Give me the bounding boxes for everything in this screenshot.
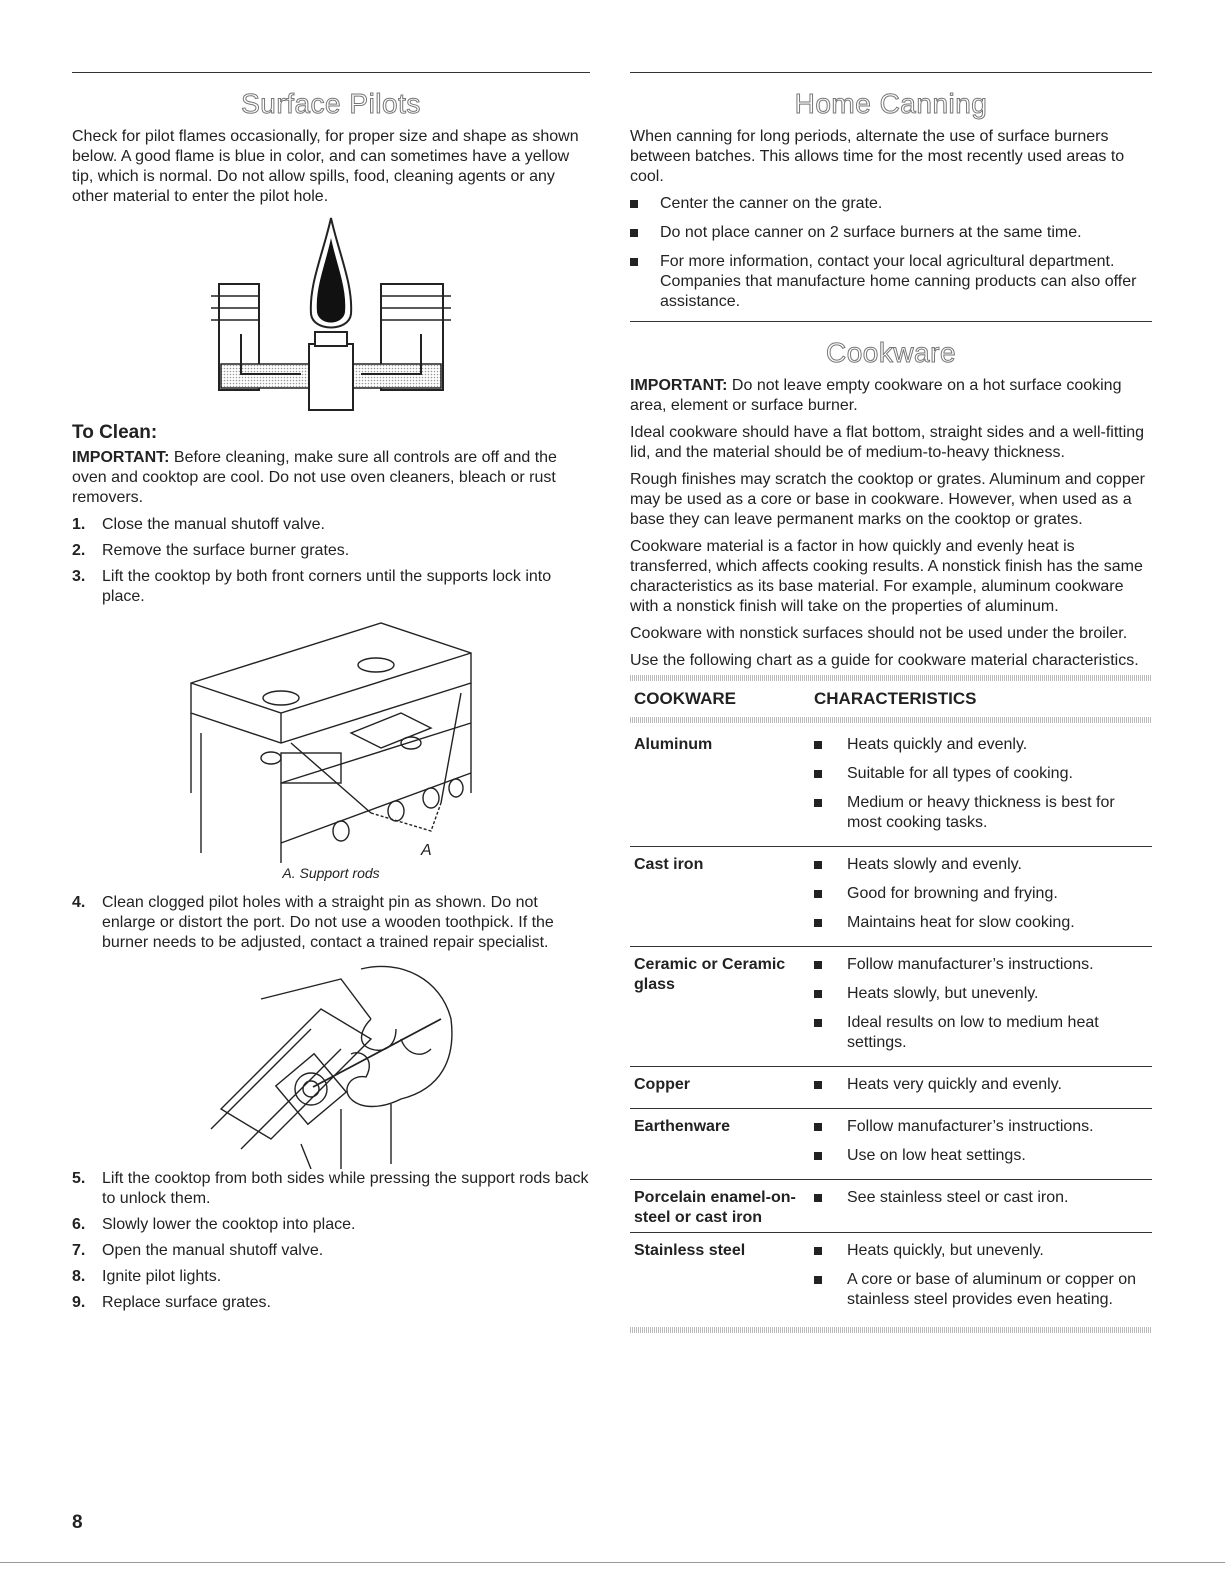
step-number: 7.: [72, 1242, 86, 1259]
header-divider: [630, 717, 1152, 723]
step-number: 4.: [72, 894, 86, 911]
bullet-item: See stainless steel or cast iron.: [814, 1188, 1148, 1208]
bullet-item: A core or base of aluminum or copper on stainless steel provides even heating.: [814, 1270, 1148, 1310]
page-number: 8: [72, 1512, 83, 1533]
bullet-item: Medium or heavy thickness is best for most cooking tasks.: [814, 793, 1148, 833]
table-row: [630, 1067, 1152, 1109]
bullet-item: Follow manufacturer’s instructions.: [814, 955, 1148, 975]
table-row: [630, 1109, 1152, 1180]
figure-caption: A. Support rods: [282, 865, 380, 881]
surface-pilots-heading: Surface Pilots: [241, 88, 421, 119]
step-8: [72, 1267, 590, 1287]
table-row: [630, 1233, 1152, 1324]
step-5: [72, 1169, 590, 1209]
step-text: Close the manual shutoff valve.: [102, 516, 325, 533]
section-rule: [630, 72, 1152, 73]
bullet-item: Suitable for all types of cooking.: [814, 764, 1148, 784]
step-7: [72, 1241, 590, 1261]
step-3: [72, 567, 590, 607]
bullet-item: For more information, contact your local agricultural department. Companies that manufacture home canning products can also offer assistance.: [630, 252, 1152, 312]
section-rule: [72, 72, 590, 73]
material-cell: Ceramic or Ceramic glass: [630, 947, 810, 1067]
table-row: [630, 847, 1152, 947]
home-canning-heading: Home Canning: [794, 88, 988, 119]
column-header-cookware: COOKWARE: [634, 689, 736, 708]
step-text: Ignite pilot lights.: [102, 1268, 222, 1285]
material-cell: Aluminum: [634, 736, 713, 753]
cookware-heading: Cookware: [825, 337, 957, 368]
step-6: [72, 1215, 590, 1235]
table-top-bar: [630, 675, 1152, 681]
characteristics-cell: [810, 1180, 1152, 1233]
bullet-item: Heats slowly and evenly.: [814, 855, 1148, 875]
figure-label: A: [421, 842, 432, 859]
section-rule: [630, 321, 1152, 322]
step-number: 5.: [72, 1170, 86, 1187]
important-text: Do not leave empty cookware on a hot surface cooking area, element or surface burner.: [630, 377, 1122, 414]
steps-list-b: [72, 1169, 590, 1313]
characteristics-cell: [810, 947, 1152, 1067]
bullet-item: Heats slowly, but unevenly.: [814, 984, 1148, 1004]
characteristics-cell: [810, 1109, 1152, 1180]
bullet-item: Follow manufacturer’s instructions.: [814, 1117, 1148, 1137]
step-number: 3.: [72, 568, 86, 585]
step-9: [72, 1293, 590, 1313]
characteristics-cell: [810, 1067, 1152, 1109]
cookware-paragraph: Cookware with nonstick surfaces should not be used under the broiler.: [630, 625, 1128, 642]
right-column: [630, 72, 1152, 1337]
bullet-item: Ideal results on low to medium heat settings.: [814, 1013, 1148, 1053]
step-number: 8.: [72, 1268, 86, 1285]
material-cell: Earthenware: [630, 1109, 810, 1180]
characteristics-cell: [810, 847, 1152, 947]
cooktop-lifted-illustration: [171, 613, 491, 863]
step-4: [72, 893, 590, 953]
bullet-item: Do not place canner on 2 surface burners at the same time.: [630, 223, 1152, 243]
characteristics-cell: [810, 1233, 1152, 1324]
step-text: Lift the cooktop by both front corners until the supports lock into place.: [102, 568, 552, 605]
cookware-important: [630, 376, 1152, 416]
step-text: Replace surface grates.: [102, 1294, 271, 1311]
home-canning-bullets: [630, 194, 1152, 312]
to-clean-heading: To Clean:: [72, 422, 158, 443]
cookware-table: [630, 685, 1152, 1323]
step-2: [72, 541, 590, 561]
steps-list-step4: [72, 893, 590, 953]
to-clean-important: [72, 448, 590, 508]
bullet-item: Heats quickly and evenly.: [814, 735, 1148, 755]
step-text: Clean clogged pilot holes with a straight pin as shown. Do not enlarge or distort the port. Do not use a wooden toothpick. If the burner needs to be adjusted, contact a trained repair specialist.: [102, 894, 554, 951]
important-label: IMPORTANT:: [72, 449, 170, 466]
column-header-characteristics: CHARACTERISTICS: [814, 689, 977, 708]
steps-list-a: [72, 515, 590, 607]
step-1: [72, 515, 590, 535]
step-text: Slowly lower the cooktop into place.: [102, 1216, 356, 1233]
characteristics-cell: [810, 727, 1152, 847]
table-row: [630, 727, 1152, 847]
cookware-paragraph: Rough finishes may scratch the cooktop or grates. Aluminum and copper may be used as a core or base in cookware. However, when used as a base they can leave permanent marks on the cooktop or grates.: [630, 471, 1145, 528]
step-number: 2.: [72, 542, 86, 559]
important-text: Before cleaning, make sure all controls are off and the oven and cooktop are cool. Do not use oven cleaners, bleach or rust removers.: [72, 449, 557, 506]
material-cell: Porcelain enamel-on-steel or cast iron: [630, 1180, 810, 1233]
material-cell: Stainless steel: [630, 1233, 810, 1324]
bullet-item: Heats quickly, but unevenly.: [814, 1241, 1148, 1261]
step-text: Lift the cooktop from both sides while pressing the support rods back to unlock them.: [102, 1170, 589, 1207]
cookware-paragraph: Cookware material is a factor in how quickly and evenly heat is transferred, which affects cooking results. A nonstick finish has the same characteristics as its base material. For example, aluminum cookware with a nonstick finish will take on the properties of aluminum.: [630, 538, 1143, 615]
step-number: 9.: [72, 1294, 86, 1311]
step-number: 6.: [72, 1216, 86, 1233]
surface-pilots-intro: Check for pilot flames occasionally, for proper size and shape as shown below. A good flame is blue in color, and can sometimes have a yellow tip, which is normal. Do not allow spills, food, cleaning agents or any other material to enter the pilot hole.: [72, 128, 579, 205]
pin-cleaning-illustration: [201, 959, 461, 1169]
home-canning-intro: When canning for long periods, alternate the use of surface burners between batches. This allows time for the most recently used areas to cool.: [630, 128, 1125, 185]
important-label: IMPORTANT:: [630, 377, 728, 394]
pilot-flame-illustration: [211, 214, 451, 414]
table-bottom-bar: [630, 1327, 1152, 1333]
bullet-item: Center the canner on the grate.: [630, 194, 1152, 214]
table-row: [630, 947, 1152, 1067]
bullet-item: Maintains heat for slow cooking.: [814, 913, 1148, 933]
bullet-item: Good for browning and frying.: [814, 884, 1148, 904]
material-cell: Copper: [630, 1067, 810, 1109]
cookware-paragraph: Use the following chart as a guide for cookware material characteristics.: [630, 652, 1139, 669]
cookware-paragraph: Ideal cookware should have a flat bottom, straight sides and a well-fitting lid, and the material should be of medium-to-heavy thickness.: [630, 424, 1145, 461]
material-cell: Cast iron: [630, 847, 810, 947]
left-column: [72, 72, 590, 1319]
step-number: 1.: [72, 516, 86, 533]
bullet-item: Use on low heat settings.: [814, 1146, 1148, 1166]
bullet-item: Heats very quickly and evenly.: [814, 1075, 1148, 1095]
table-row: [630, 1180, 1152, 1233]
step-text: Remove the surface burner grates.: [102, 542, 350, 559]
step-text: Open the manual shutoff valve.: [102, 1242, 324, 1259]
page-bottom-rule: [0, 1562, 1225, 1563]
